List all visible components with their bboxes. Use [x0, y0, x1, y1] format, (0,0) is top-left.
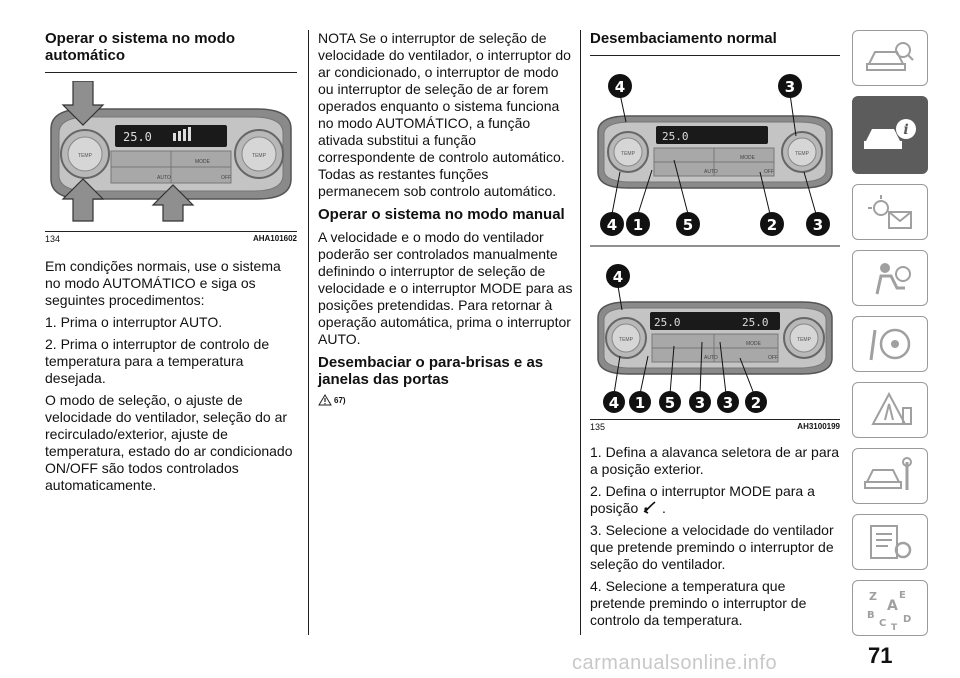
step-item: 1. Defina a alavanca seletora de ar para a posição exterior. [590, 444, 840, 477]
figure-rule [590, 419, 840, 420]
svg-text:i: i [903, 122, 909, 138]
section-heading-defrost: Desembaciar o para-brisas e as janelas das portas [318, 354, 544, 388]
column-divider [308, 30, 309, 635]
step-item: 4. Selecione a temperatura que pretende premindo o interruptor de controlo da temperatura. [590, 578, 807, 628]
callout-number: 3 [784, 78, 796, 96]
temp-knob-label-left: TEMP [619, 337, 633, 343]
paragraph: 2. Prima o interruptor de controlo de temperatura para a temperatura desejada. [45, 336, 270, 386]
off-button-label: OFF [221, 175, 231, 181]
sidebar-item-car-tools[interactable] [852, 448, 928, 504]
sidebar-item-warning-road[interactable] [852, 382, 928, 438]
svg-text:E: E [899, 590, 906, 601]
lcd-temperature-right: 25.0 [742, 316, 769, 329]
chapter-index-sidebar [852, 30, 928, 646]
auto-button-label: AUTO [157, 175, 171, 181]
sidebar-item-car-search[interactable] [852, 30, 928, 86]
callout-number: 4 [612, 268, 624, 286]
off-button-label: OFF [768, 355, 778, 361]
sidebar-item-car-info[interactable] [852, 96, 928, 174]
steering-wheel-icon [863, 324, 917, 364]
auto-button-label: AUTO [704, 355, 718, 361]
off-button-label: OFF [764, 169, 774, 175]
lcd-temperature: 25.0 [123, 130, 152, 144]
airbag-icon [863, 258, 917, 298]
svg-text:C: C [879, 618, 887, 629]
figure-number: 134 [45, 234, 61, 244]
warning-triangle-icon [318, 394, 332, 406]
windshield-airflow-icon [642, 500, 658, 514]
car-info-icon [860, 113, 920, 157]
sidebar-item-airbag[interactable] [852, 250, 928, 306]
heading-rule [45, 72, 297, 73]
climate-panel-illustration [45, 81, 297, 226]
temp-knob-label-right: TEMP [797, 337, 811, 343]
car-tools-icon [863, 456, 917, 496]
callout-number: 3 [722, 394, 734, 412]
step-text-end: . [662, 500, 666, 516]
mode-button-label: MODE [195, 159, 210, 165]
callout-number: 5 [682, 216, 694, 234]
figure-134 [45, 81, 297, 244]
warning-ref-number: 67) [334, 395, 346, 405]
temp-knob-label-left: TEMP [621, 151, 635, 157]
column-manual-mode [318, 30, 573, 406]
figure-135 [590, 64, 840, 432]
callout-number: 4 [608, 394, 620, 412]
page-number: 71 [868, 643, 893, 668]
figure-code: AH3100199 [797, 422, 840, 431]
svg-text:D: D [903, 614, 912, 625]
paragraph: O modo de seleção, o ajuste de velocidade do ventilador, seleção do ar recirculado/exterior, ajuste de temperatura, estado do ar condicionado ON/OFF são todos controlados automaticamente. [45, 392, 293, 493]
figure-rule [45, 231, 297, 232]
temp-knob-label-right: TEMP [795, 151, 809, 157]
step-item: 3. Selecione a velocidade do ventilador que pretende premindo o interruptor de seleção do ventilador. [590, 522, 834, 572]
svg-text:T: T [891, 623, 898, 630]
figure-number: 135 [590, 422, 606, 432]
column-normal-defrost [590, 30, 840, 634]
callout-number: 4 [606, 216, 618, 234]
mode-button-label: MODE [746, 341, 761, 347]
paragraph: Em condições normais, use o sistema no modo AUTOMÁTICO e siga os seguintes procedimentos: [45, 258, 281, 308]
callout-number: 2 [766, 216, 778, 234]
warning-reference [318, 394, 573, 406]
panel-b [598, 286, 832, 394]
note-paragraph: NOTA Se o interruptor de seleção de velocidade do ventilador, o interruptor do ar condicionado, o interruptor de modo ou interruptor de seleção de ar forem operados enquanto o sistema funciona no modo AUTOMÁTICO, a função ativada substitui a função correspondente de controlo automático. Todas as restantes funções permanecem sob controlo automático. [318, 30, 571, 199]
lcd-temperature-left: 25.0 [654, 316, 681, 329]
warning-road-icon [863, 390, 917, 430]
svg-text:B: B [867, 610, 875, 621]
climate-panel-callout-illustration [590, 64, 840, 414]
temp-knob-label-right: TEMP [252, 153, 266, 159]
section-heading-manual: Operar o sistema no modo manual [318, 206, 565, 223]
temp-knob-label-left: TEMP [78, 153, 92, 159]
auto-button-label: AUTO [704, 169, 718, 175]
paragraph: 1. Prima o interruptor AUTO. [45, 314, 223, 330]
figure-code: AHA101602 [252, 234, 297, 243]
watermark-text: carmanualsonline.info [572, 652, 778, 674]
callout-number: 1 [634, 394, 646, 412]
sidebar-item-settings-list[interactable] [852, 514, 928, 570]
callout-number: 1 [632, 216, 644, 234]
section-heading-auto: Operar o sistema no modo automático [45, 30, 236, 64]
callout-number: 2 [750, 394, 762, 412]
lcd-temperature: 25.0 [662, 130, 689, 143]
step-text: 2. Defina o interruptor MODE para a posição [590, 483, 815, 516]
section-heading-normal-defrost: Desembaciamento normal [590, 30, 777, 47]
callout-number: 5 [664, 394, 676, 412]
step-item [590, 483, 840, 517]
svg-text:Z: Z [869, 590, 877, 603]
callout-number: 4 [614, 78, 626, 96]
figure-caption [45, 234, 297, 244]
light-mail-icon [863, 192, 917, 232]
car-search-icon [863, 38, 917, 78]
sidebar-item-alphabet-index[interactable] [852, 580, 928, 636]
sidebar-item-light-mail[interactable] [852, 184, 928, 240]
column-auto-mode [45, 30, 297, 499]
paragraph: A velocidade e o modo do ventilador poderão ser controlados manualmente definindo o interruptor de seleção de velocidade e o interruptor MODE para as posições pretendidas. Para retornar à operação automática, prima o interruptor AUTO. [318, 229, 573, 347]
sidebar-item-steering[interactable] [852, 316, 928, 372]
alphabet-index-icon [863, 586, 917, 630]
heading-rule [590, 55, 840, 56]
callout-number: 3 [812, 216, 824, 234]
panel-a [598, 94, 832, 214]
settings-list-icon [863, 522, 917, 562]
figure-caption [590, 422, 840, 432]
column-divider [580, 30, 581, 635]
callout-number: 3 [694, 394, 706, 412]
svg-text:A: A [887, 598, 898, 614]
mode-button-label: MODE [740, 155, 755, 161]
